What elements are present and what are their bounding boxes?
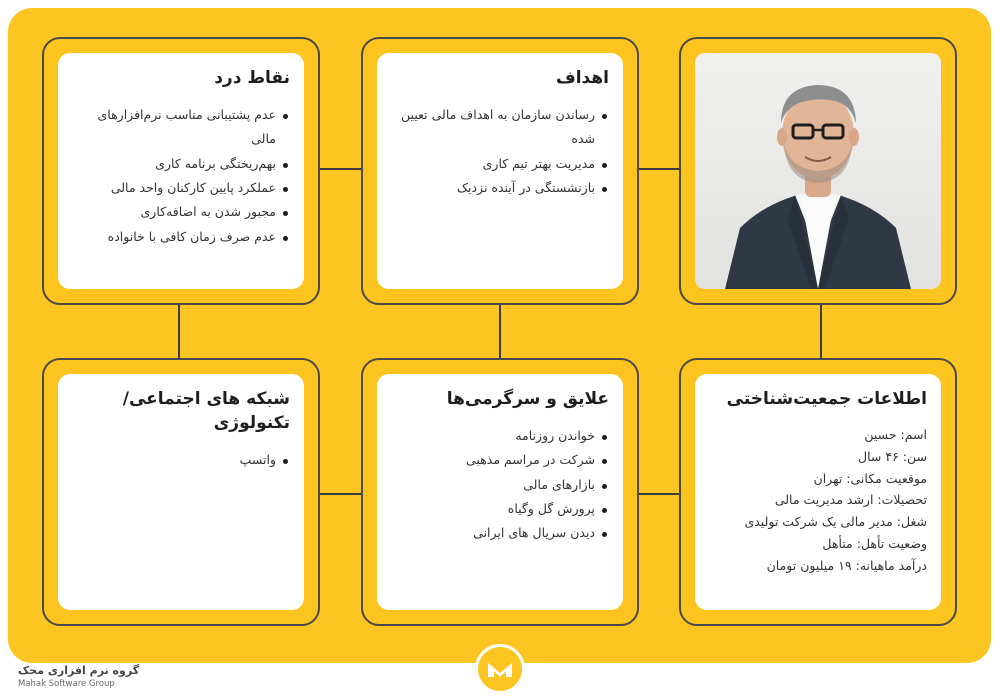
list-item: خواندن روزنامه	[389, 424, 609, 448]
demographics-tile	[679, 358, 957, 626]
social-title: شبکه های اجتماعی/ تکنولوژی	[122, 389, 290, 433]
pain-points-card	[58, 53, 304, 289]
info-job: شغل: مدیر مالی یک شرکت تولیدی	[744, 514, 927, 530]
list-item: مجبور شدن به اضافه‌کاری	[70, 200, 290, 224]
social-tile	[42, 358, 320, 626]
info-age: سن: ۴۶ سال	[858, 448, 927, 464]
goals-card	[377, 53, 623, 289]
persona-photo	[695, 53, 941, 289]
list-item: بازنشستگی در آینده نزدیک	[389, 176, 609, 200]
info-name: اسم: حسین	[864, 426, 927, 442]
list-item: دیدن سریال های ایرانی	[389, 521, 609, 545]
info-education: تحصیلات: ارشد مدیریت مالی	[774, 492, 927, 508]
brand-badge	[475, 644, 525, 694]
brand-name-en: Mahak Software Group	[18, 679, 115, 689]
list-item: بازارهای مالی	[389, 473, 609, 497]
list-item: رساندن سازمان به اهداف مالی تعیین شده	[389, 103, 609, 152]
pain-points-title: نقاط درد	[214, 68, 290, 88]
persona-board	[8, 8, 991, 663]
interests-card	[377, 374, 623, 610]
list-item: بهم‌ریختگی برنامه کاری	[70, 152, 290, 176]
connector-vertical-right	[820, 305, 822, 358]
social-card	[58, 374, 304, 610]
info-location: موقعیت مکانی: تهران	[813, 470, 927, 486]
goals-tile	[361, 37, 639, 305]
persona-portrait-image	[695, 53, 941, 289]
list-item: عدم پشتیبانی مناسب نرم‌افزارهای مالی	[70, 103, 290, 152]
interests-title: علایق و سرگرمی‌ها	[446, 389, 609, 409]
goals-title: اهداف	[555, 68, 609, 88]
interests-tile	[361, 358, 639, 626]
social-list	[70, 448, 290, 472]
list-item: عملکرد پایین کارکنان واحد مالی	[70, 176, 290, 200]
demographics-info	[707, 424, 927, 577]
list-item: واتسپ	[70, 448, 290, 472]
list-item: مدیریت بهتر تیم کاری	[389, 152, 609, 176]
info-income: درآمد ماهیانه: ۱۹ میلیون تومان	[766, 558, 927, 574]
pain-points-list	[70, 103, 290, 249]
demographics-card	[695, 374, 941, 610]
footer-brand	[18, 664, 158, 694]
pain-points-tile	[42, 37, 320, 305]
list-item: شرکت در مراسم مذهبی	[389, 448, 609, 472]
photo-tile	[679, 37, 957, 305]
info-marital-status: وضعیت تأهل: متأهل	[822, 536, 927, 552]
brand-name-fa: گروه نرم افزاری محک	[18, 664, 140, 677]
list-item: عدم صرف زمان کافی با خانواده	[70, 225, 290, 249]
goals-list	[389, 103, 609, 201]
connector-vertical-middle	[499, 305, 501, 358]
list-item: پرورش گل وگیاه	[389, 497, 609, 521]
connector-vertical-left	[178, 305, 180, 358]
demographics-title: اطلاعات جمعیت‌شناختی	[726, 389, 927, 409]
interests-list	[389, 424, 609, 546]
mahak-logo-icon	[478, 647, 522, 691]
